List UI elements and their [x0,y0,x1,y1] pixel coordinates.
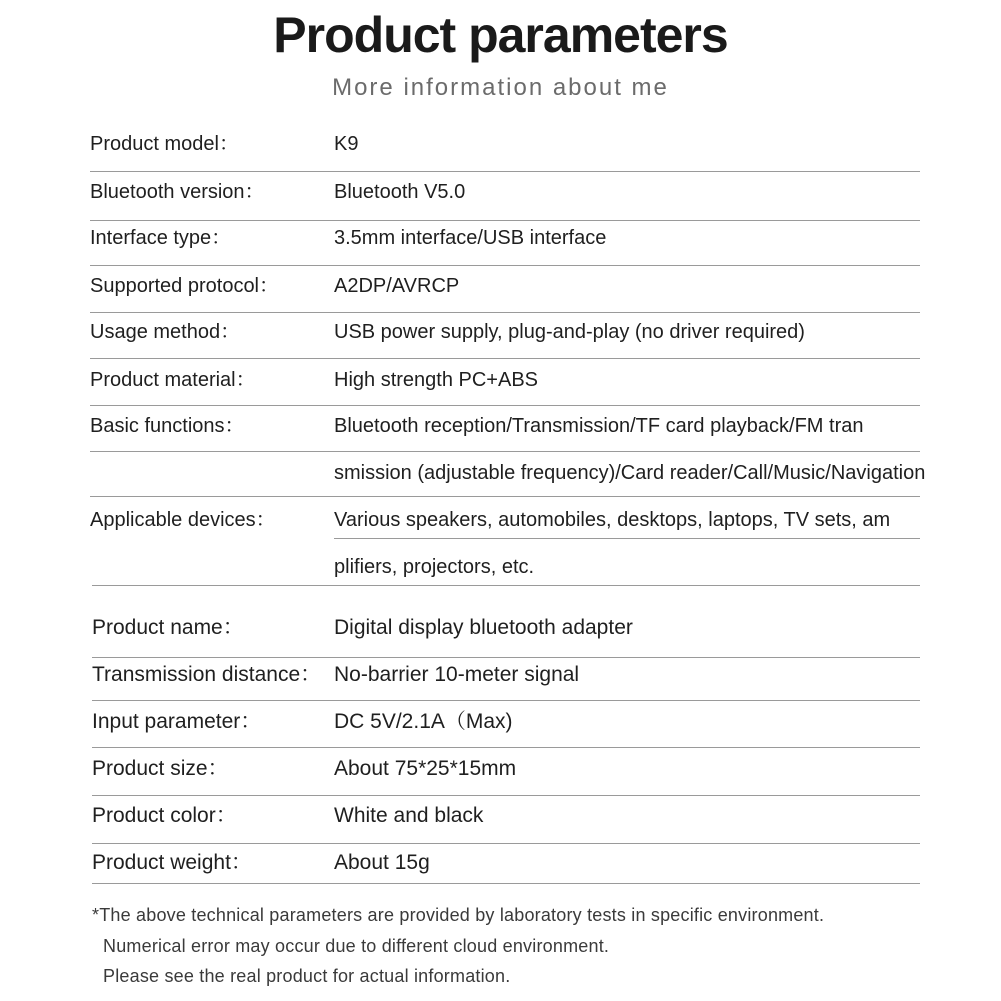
param-label: Product model： [90,133,239,155]
param-label: Supported protocol： [90,275,280,297]
param-label: Transmission distance： [92,663,322,686]
param-value: Bluetooth V5.0 [334,181,466,203]
param-label: Product color： [92,804,237,827]
param-label: Usage method： [90,321,241,343]
param-value-continued: smission (adjustable frequency)/Card reader/Call/Music/Navigation [334,462,926,484]
param-value: USB power supply, plug-and-play (no driver required) [334,321,805,343]
row-divider [334,538,920,539]
row-divider [90,265,920,266]
footnote-line-2: Numerical error may occur due to different cloud environment. [103,936,610,956]
param-value: About 75*25*15mm [334,757,517,780]
row-divider [90,405,920,406]
param-value: White and black [334,804,484,827]
param-value: No-barrier 10-meter signal [334,663,580,686]
row-divider [90,496,920,497]
param-value: Various speakers, automobiles, desktops, laptops, TV sets, am [334,509,891,531]
page-subtitle: More information about me [332,74,669,101]
row-divider [92,657,920,658]
param-label: Product weight： [92,851,252,874]
param-label: Input parameter： [92,710,262,733]
row-divider [92,700,920,701]
param-value: Digital display bluetooth adapter [334,616,633,639]
param-value: A2DP/AVRCP [334,275,460,297]
param-label: Interface type： [90,227,232,249]
row-divider [92,843,920,844]
page-title: Product parameters [273,7,728,63]
footnote-line-3: Please see the real product for actual information. [103,966,511,986]
row-divider [92,747,920,748]
row-divider [90,451,920,452]
param-value: DC 5V/2.1A（Max) [334,710,513,733]
row-divider [92,795,920,796]
param-label: Product material： [90,369,256,391]
param-label: Product name： [92,616,244,639]
param-value: K9 [334,133,359,155]
param-value: About 15g [334,851,430,874]
param-value-continued: plifiers, projectors, etc. [334,556,535,578]
param-value: Bluetooth reception/Transmission/TF card playback/FM tran [334,415,864,437]
row-divider [92,883,920,884]
row-divider [90,358,920,359]
footnote-line-1: *The above technical parameters are provided by laboratory tests in specific environment. [92,905,825,925]
param-value: 3.5mm interface/USB interface [334,227,607,249]
param-value: High strength PC+ABS [334,369,538,391]
param-label: Applicable devices： [90,509,276,531]
row-divider [90,312,920,313]
param-label: Basic functions： [90,415,245,437]
param-label: Product size： [92,757,229,780]
row-divider [90,220,920,221]
row-divider [90,171,920,172]
param-label: Bluetooth version： [90,181,265,203]
row-divider [92,585,920,586]
